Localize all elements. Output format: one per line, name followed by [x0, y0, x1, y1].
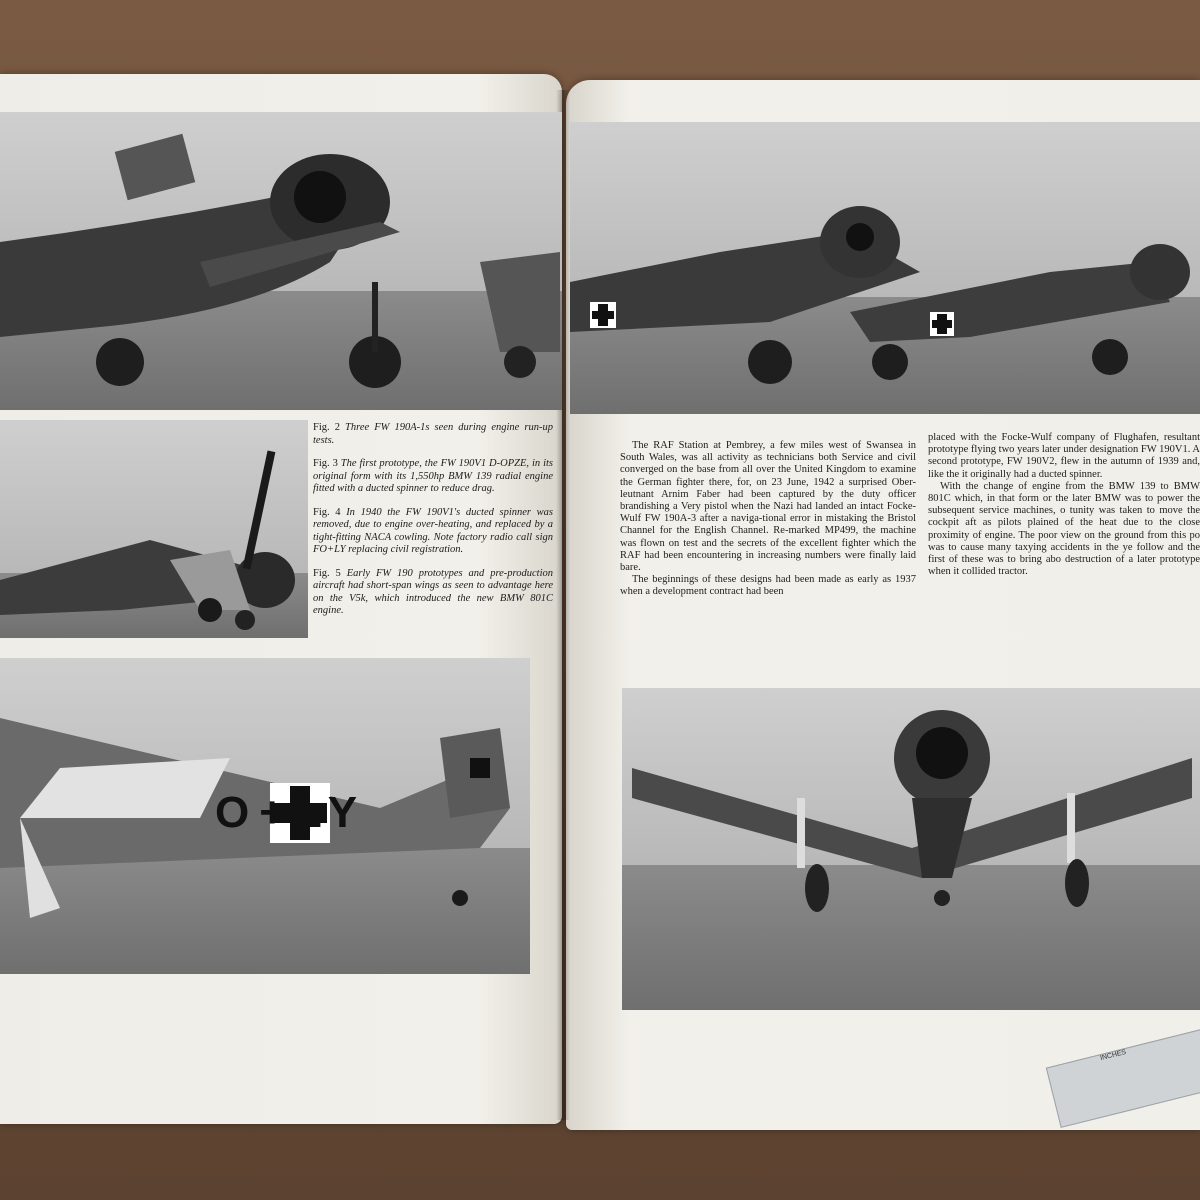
article-column-2: [928, 432, 1200, 657]
paragraph: With the change of engine from the BMW 139 to BMW 801C which, in that form or the later BMW was to power the subsequent service machines, o tunity was taken to move the cockpit aft as pilots plained of the heat due to the close proximity of engine. The poor view on the ground from this po was to cause many taxying accidents in the ye follow and the first of these was to bring abo destruction of a later prototype when it collided tractor.: [928, 480, 1200, 578]
paragraph: The beginnings of these designs had been made as early as 1937 when a development contract had been: [620, 574, 916, 598]
photo-frontal-aircraft: [622, 688, 1200, 1010]
paragraph: placed with the Focke-Wulf company of Flughafen, resultant prototype flying two years later under designation FW 190V1. A second prototype, FW 190V2, flew in the autumn of 1939 and, like the it originally had a ducted spinner.: [928, 432, 1200, 480]
ruler-label: INCHES: [1099, 1048, 1127, 1063]
photo-fig2-left: [0, 112, 562, 410]
photo-fig5: [0, 658, 530, 974]
article-column-1: [620, 440, 916, 654]
caption-fig3: Fig. 3 The first prototype, the FW 190V1 D-OPZE, in its original form with its 1,550hp BMW 139 radial engine fitted with a ducted spinner to reduce drag.: [313, 458, 553, 494]
caption-fig5: Fig. 5 Early FW 190 prototypes and pre-production aircraft had short-span wings as seen to advantage here on the V5k, which introduced the new BMW 801C engine.: [313, 567, 553, 616]
caption-fig4: Fig. 4 In 1940 the FW 190V1's ducted spinner was removed, due to engine over-heating, and replaced by a tight-fitting NACA cowling. Note factory radio call sign FO+LY replacing civil registration.: [313, 506, 554, 555]
paragraph: The RAF Station at Pembrey, a few miles west of Swansea in South Wales, was all activity as technicians both Service and civil converged on the base from all over the United Kingdom to examine the German fighter there, for, on 23 June, 1942 a surprised Ober-leutnant Arnim Faber had been captured by the duty officer brandishing a Very pistol when the Nazi had landed an intact Focke-Wulf FW 190A-3 after a naviga-tional error in mistaking the Bristol Channel for the English Channel. Re-marked MP499, the machine was flown on test and the secrets of the excellent fighter which the RAF had been encountering in increasing numbers were finally laid bare.: [620, 440, 916, 574]
figure-captions: [313, 422, 553, 629]
photo-fig2-right: [570, 122, 1200, 414]
aircraft-code: O+LY: [215, 788, 368, 837]
caption-fig2: Fig. 2 Three FW 190A-1s seen during engine run-up tests.: [313, 422, 553, 446]
photo-fig3: [0, 420, 308, 638]
